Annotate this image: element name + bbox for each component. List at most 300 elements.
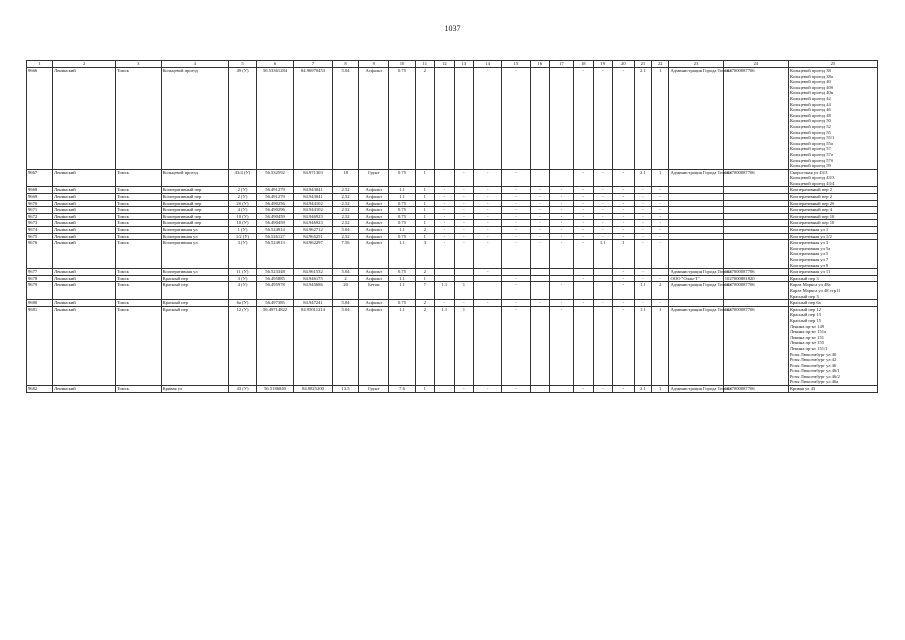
table-row bbox=[27, 275, 878, 282]
column-header: 21 bbox=[634, 61, 651, 68]
table-cell: 9680 bbox=[27, 300, 53, 307]
table-cell: - bbox=[502, 386, 530, 393]
table-cell bbox=[530, 169, 550, 187]
table-cell bbox=[669, 194, 723, 201]
table-cell bbox=[669, 227, 723, 234]
table-cell: - bbox=[502, 187, 530, 194]
table-cell: - bbox=[435, 213, 455, 220]
table-cell: - bbox=[593, 233, 613, 240]
address-line: Кольцевой проезд 40в bbox=[789, 90, 834, 96]
table-cell bbox=[669, 200, 723, 207]
address-line: Кооперативная ул 1 bbox=[789, 227, 829, 233]
table-cell: 9668 bbox=[27, 187, 53, 194]
address-line: Ленина пр-кт 151а bbox=[789, 329, 827, 335]
table-cell: - bbox=[573, 300, 593, 307]
address-list-cell bbox=[788, 306, 877, 385]
table-cell: - bbox=[502, 240, 530, 269]
table-cell: - bbox=[613, 275, 635, 282]
table-row bbox=[27, 300, 878, 307]
table-cell: Томск bbox=[116, 300, 162, 307]
table-cell: - bbox=[435, 194, 455, 201]
table-cell: - bbox=[634, 200, 651, 207]
table-cell: 1037000087706 bbox=[723, 282, 788, 300]
table-cell bbox=[454, 269, 474, 276]
table-cell: Томск bbox=[116, 169, 162, 187]
table-cell: Томск bbox=[116, 220, 162, 227]
table-cell: Асфальт bbox=[359, 220, 389, 227]
table-cell: - bbox=[454, 220, 474, 227]
table-cell: 84.96970453 bbox=[293, 68, 332, 170]
table-cell: Асфальт bbox=[359, 200, 389, 207]
table-cell bbox=[669, 213, 723, 220]
table-cell: 4 (У) bbox=[228, 282, 256, 300]
page-number: 1037 bbox=[444, 24, 461, 33]
table-cell: - bbox=[474, 386, 502, 393]
table-cell bbox=[435, 386, 455, 393]
address-line: Розы Люксембург ул 46/2 bbox=[789, 373, 840, 379]
address-list-cell bbox=[788, 207, 877, 214]
table-cell: 1.1 bbox=[634, 306, 651, 385]
table-cell: - bbox=[613, 220, 635, 227]
address-list-cell bbox=[788, 386, 877, 393]
table-cell: 1.1 bbox=[389, 187, 415, 194]
table-cell: - bbox=[652, 194, 669, 201]
table-cell: Томск bbox=[116, 68, 162, 170]
table-cell: 3 (У) bbox=[228, 275, 256, 282]
address-line: Кольцевой проезд 46 bbox=[789, 107, 831, 113]
table-cell: - bbox=[613, 269, 635, 276]
table-cell: Администрация Города Томска bbox=[669, 68, 723, 170]
table-cell: 1.1 bbox=[435, 306, 455, 385]
table-cell: - bbox=[573, 386, 593, 393]
table-cell: Томск bbox=[116, 240, 162, 269]
table-cell: - bbox=[502, 194, 530, 201]
table-cell: 3 bbox=[415, 240, 435, 269]
table-cell: - bbox=[435, 220, 455, 227]
table-cell: 2б (У) bbox=[228, 200, 256, 207]
table-cell: 7 bbox=[415, 282, 435, 300]
table-cell bbox=[669, 220, 723, 227]
table-cell: 56.53361284 bbox=[257, 68, 294, 170]
table-cell: Ленинский bbox=[53, 240, 116, 269]
table-cell: - bbox=[613, 200, 635, 207]
table-cell: 0.75 bbox=[389, 220, 415, 227]
table-cell: - bbox=[530, 213, 550, 220]
table-cell: Ленинский bbox=[53, 282, 116, 300]
table-cell: - bbox=[474, 213, 502, 220]
table-cell: - bbox=[634, 275, 651, 282]
table-cell: - bbox=[613, 169, 635, 187]
table-cell: 56.490459 bbox=[257, 220, 294, 227]
table-cell: Кооперативный пер bbox=[161, 220, 228, 227]
table-cell: - bbox=[550, 207, 574, 214]
table-cell bbox=[435, 68, 455, 170]
table-cell: 1.1 bbox=[634, 282, 651, 300]
table-cell bbox=[723, 300, 788, 307]
table-cell: - bbox=[613, 233, 635, 240]
table-cell: - bbox=[454, 187, 474, 194]
table-cell: 1 bbox=[415, 386, 435, 393]
table-cell: Асфальт bbox=[359, 227, 389, 234]
table-cell: Асфальт bbox=[359, 300, 389, 307]
table-cell: - bbox=[652, 227, 669, 234]
table-row bbox=[27, 187, 878, 194]
address-line: Розы Люксембург ул 42 bbox=[789, 357, 837, 363]
column-header: 23 bbox=[669, 61, 723, 68]
address-line: Ленина пр-кт 149 bbox=[789, 323, 825, 329]
table-cell: 18 bbox=[333, 169, 359, 187]
table-cell: 6а (У) bbox=[228, 300, 256, 307]
table-cell: - bbox=[613, 282, 635, 300]
table-cell: 1 bbox=[454, 306, 474, 385]
table-cell: 56.523348 bbox=[257, 269, 294, 276]
table-cell: Асфальт bbox=[359, 306, 389, 385]
column-header: 9 bbox=[359, 61, 389, 68]
address-line: Ленина пр-кт 151/1 bbox=[789, 345, 828, 351]
table-cell: 7.6 bbox=[389, 386, 415, 393]
table-cell: 84.946175 bbox=[293, 275, 332, 282]
table-cell bbox=[669, 300, 723, 307]
table-cell: 0.75 bbox=[389, 200, 415, 207]
table-cell: Кооперативная ул bbox=[161, 240, 228, 269]
table-cell: 56.490459 bbox=[257, 213, 294, 220]
table-cell: 1027000881820 bbox=[723, 275, 788, 282]
table-cell: Красный пер bbox=[161, 275, 228, 282]
table-cell: Ленинский bbox=[53, 269, 116, 276]
address-line: Розы Люксембург ул 40 bbox=[789, 351, 837, 357]
table-cell bbox=[573, 306, 593, 385]
table-cell: 56.495885 bbox=[257, 275, 294, 282]
column-header: 17 bbox=[550, 61, 574, 68]
table-cell: - bbox=[474, 194, 502, 201]
table-row bbox=[27, 207, 878, 214]
table-cell: - bbox=[435, 200, 455, 207]
table-cell: Ленинский bbox=[53, 68, 116, 170]
column-header: 15 bbox=[502, 61, 530, 68]
table-cell bbox=[723, 207, 788, 214]
table-cell: 9667 bbox=[27, 169, 53, 187]
table-cell: - bbox=[613, 306, 635, 385]
table-cell: - bbox=[634, 194, 651, 201]
table-cell: 12 (У) bbox=[228, 306, 256, 385]
table-cell: Администрация Города Томска bbox=[669, 306, 723, 385]
table-cell: 56.497385 bbox=[257, 300, 294, 307]
table-cell: Томск bbox=[116, 306, 162, 385]
table-cell bbox=[593, 269, 613, 276]
table-cell: 84.947241 bbox=[293, 300, 332, 307]
table-cell: 9669 bbox=[27, 194, 53, 201]
table-cell: 84.946923 bbox=[293, 213, 332, 220]
table-cell: Кривая ул bbox=[161, 386, 228, 393]
column-header: 1 bbox=[27, 61, 53, 68]
table-cell: 2 (У) bbox=[228, 194, 256, 201]
table-cell: - bbox=[550, 213, 574, 220]
table-cell: 1.1 bbox=[389, 227, 415, 234]
column-header: 5 bbox=[228, 61, 256, 68]
table-cell: 9681 bbox=[27, 306, 53, 385]
table-cell: - bbox=[454, 233, 474, 240]
table-cell: Администрация Города Томска bbox=[670, 386, 732, 392]
table-cell: Асфальт bbox=[359, 194, 389, 201]
table-cell: 1037000087706 bbox=[723, 386, 788, 393]
table-cell: - bbox=[502, 220, 530, 227]
table-cell bbox=[530, 269, 550, 276]
table-cell bbox=[723, 213, 788, 220]
table-cell: 1 bbox=[652, 306, 669, 385]
column-header: 3 bbox=[116, 61, 162, 68]
column-header: 18 bbox=[573, 61, 593, 68]
table-cell: 1 bbox=[415, 207, 435, 214]
table-cell: Грунт bbox=[359, 386, 389, 393]
table-cell: - bbox=[474, 220, 502, 227]
table-cell: 2.52 bbox=[333, 207, 359, 214]
address-line: Кольцевой проезд 48 bbox=[789, 112, 831, 118]
table-cell bbox=[435, 169, 455, 187]
address-line: Кооперативная ул 3 bbox=[789, 240, 829, 246]
address-line: Кольцевой проезд 55 bbox=[789, 129, 831, 135]
address-list-cell bbox=[788, 68, 877, 170]
table-cell: 2 bbox=[415, 68, 435, 170]
table-cell: - bbox=[530, 300, 550, 307]
address-line: Скоростная ул 43/3 bbox=[789, 169, 828, 175]
table-cell: - bbox=[530, 227, 550, 234]
table-cell: Администрация Города Томска bbox=[669, 169, 723, 187]
table-cell: 5.04 bbox=[333, 306, 359, 385]
table-cell: - bbox=[573, 227, 593, 234]
address-line: Кольцевой проезд 59 bbox=[789, 163, 831, 169]
table-cell: - bbox=[652, 240, 669, 269]
address-line: Кольцевой проезд 50 bbox=[789, 118, 831, 124]
table-cell: - bbox=[502, 213, 530, 220]
table-cell: Асфальт bbox=[359, 68, 389, 170]
table-cell: - bbox=[652, 300, 669, 307]
table-cell: - bbox=[652, 220, 669, 227]
table-cell: 1037000087706 bbox=[723, 306, 788, 385]
address-list-cell bbox=[788, 194, 877, 201]
table-cell: - bbox=[474, 227, 502, 234]
table-cell: 1.1 bbox=[389, 194, 415, 201]
column-header: 2 bbox=[53, 61, 116, 68]
table-cell: - bbox=[474, 169, 502, 187]
address-line: Кольцевой проезд 57 bbox=[789, 146, 831, 152]
column-header: 25 bbox=[788, 61, 877, 68]
table-cell: 2.52 bbox=[333, 233, 359, 240]
table-cell: 0.75 bbox=[389, 169, 415, 187]
table-cell: 1 bbox=[652, 169, 669, 187]
table-cell: - bbox=[550, 306, 574, 385]
table-cell bbox=[474, 306, 502, 385]
table-cell: 2.52 bbox=[333, 187, 359, 194]
table-cell: - bbox=[593, 207, 613, 214]
table-row bbox=[27, 68, 878, 170]
table-cell: 0.75 bbox=[389, 269, 415, 276]
table-cell: - bbox=[652, 207, 669, 214]
table-cell: - bbox=[573, 275, 593, 282]
table-cell: Ленинский bbox=[53, 194, 116, 201]
table-cell: 1 bbox=[652, 68, 669, 170]
table-cell: 84.946923 bbox=[293, 220, 332, 227]
address-line: Кооперативная ул 11 bbox=[789, 269, 831, 275]
table-cell: 84.9825200 bbox=[293, 386, 332, 393]
table-cell: - bbox=[454, 207, 474, 214]
table-cell: - bbox=[593, 169, 613, 187]
table-cell: Кооперативный пер bbox=[161, 200, 228, 207]
table-cell: - bbox=[550, 240, 574, 269]
table-cell: Ленинский bbox=[53, 227, 116, 234]
table-cell: 1 bbox=[415, 233, 435, 240]
table-cell: 1 bbox=[415, 200, 435, 207]
table-cell: - bbox=[502, 282, 530, 300]
column-header: 14 bbox=[474, 61, 502, 68]
column-header: 7 bbox=[293, 61, 332, 68]
table-cell: 84.961532 bbox=[293, 269, 332, 276]
table-cell: 2.1 bbox=[634, 68, 651, 170]
address-line: Кооперативный пер 2б bbox=[789, 200, 835, 206]
table-cell: - bbox=[634, 207, 651, 214]
table-cell: Томск bbox=[116, 227, 162, 234]
column-header: 19 bbox=[593, 61, 613, 68]
table-cell: - bbox=[454, 213, 474, 220]
table-cell bbox=[593, 282, 613, 300]
table-cell: - bbox=[550, 220, 574, 227]
table-cell: - bbox=[502, 68, 530, 170]
table-cell: 56.495978 bbox=[257, 282, 294, 300]
table-cell: - bbox=[435, 227, 455, 234]
address-line: Кооперативный пер 2 bbox=[789, 187, 833, 193]
table-cell: - bbox=[573, 200, 593, 207]
table-cell: - bbox=[593, 300, 613, 307]
table-cell: - bbox=[652, 200, 669, 207]
table-cell: Ленинский bbox=[53, 386, 116, 393]
table-cell: - bbox=[435, 240, 455, 269]
table-cell: - bbox=[613, 300, 635, 307]
table-row bbox=[27, 200, 878, 207]
table-cell bbox=[723, 240, 788, 269]
table-cell: 1 bbox=[613, 240, 635, 269]
table-cell: - bbox=[550, 194, 574, 201]
table-row bbox=[27, 169, 878, 187]
table-cell: 9671 bbox=[27, 207, 53, 214]
table-cell: 0.75 bbox=[389, 300, 415, 307]
table-cell: 5.04 bbox=[333, 227, 359, 234]
table-cell bbox=[593, 275, 613, 282]
table-cell: Красный пер bbox=[161, 282, 228, 300]
table-cell: - bbox=[435, 187, 455, 194]
table-cell bbox=[573, 282, 593, 300]
table-cell: - bbox=[454, 386, 474, 393]
table-cell: 10 (У) bbox=[228, 220, 256, 227]
table-cell bbox=[530, 386, 550, 393]
table-cell: 84.965251 bbox=[293, 233, 332, 240]
table-cell: 9670 bbox=[27, 200, 53, 207]
address-list-cell bbox=[788, 275, 877, 282]
table-cell: - bbox=[502, 227, 530, 234]
table-cell: ООО "Олан-Т" bbox=[669, 275, 723, 282]
table-cell: - bbox=[573, 194, 593, 201]
address-line: Кольцевой проезд 43/3 bbox=[789, 175, 835, 181]
table-cell: 84.944102 bbox=[293, 200, 332, 207]
table-cell: 1.1 bbox=[389, 275, 415, 282]
table-cell: - bbox=[593, 227, 613, 234]
table-cell: Томск bbox=[116, 269, 162, 276]
column-header: 12 bbox=[435, 61, 455, 68]
table-cell: 0.75 bbox=[389, 213, 415, 220]
table-cell: 2 bbox=[415, 300, 435, 307]
table-cell: 56.490256 bbox=[257, 200, 294, 207]
table-cell: - bbox=[502, 275, 530, 282]
address-line: Кооперативный пер 10 bbox=[789, 213, 835, 219]
address-line: Розы Люксембург ул 46/1 bbox=[789, 368, 840, 374]
address-line: Кривая ул 43 bbox=[789, 386, 816, 392]
table-cell bbox=[723, 187, 788, 194]
table-cell: Кольцевой проезд bbox=[161, 169, 228, 187]
table-cell: - bbox=[593, 213, 613, 220]
table-row bbox=[27, 386, 878, 393]
table-cell: Асфальт bbox=[359, 187, 389, 194]
table-cell: 2 bbox=[415, 306, 435, 385]
table-cell: - bbox=[502, 233, 530, 240]
table-cell: 84.962297 bbox=[293, 240, 332, 269]
table-cell: Ленинский bbox=[53, 200, 116, 207]
table-cell bbox=[723, 233, 788, 240]
table-cell: - bbox=[474, 68, 502, 170]
table-cell: 1 bbox=[454, 282, 474, 300]
table-cell: 56.5186840 bbox=[257, 386, 294, 393]
table-cell: 2.52 bbox=[333, 220, 359, 227]
table-cell: Томск bbox=[116, 282, 162, 300]
table-cell: Томск bbox=[116, 187, 162, 194]
table-cell: - bbox=[573, 207, 593, 214]
table-cell: 1 (У) bbox=[228, 227, 256, 234]
table-row bbox=[27, 227, 878, 234]
table-cell: 5.04 bbox=[333, 269, 359, 276]
table-cell: 1 bbox=[415, 194, 435, 201]
table-cell: - bbox=[634, 227, 651, 234]
address-line: Кольцевой проезд 43/4 bbox=[789, 180, 835, 186]
data-table bbox=[26, 60, 878, 393]
table-cell: Кооперативная ул bbox=[161, 227, 228, 234]
table-cell: - bbox=[530, 207, 550, 214]
address-list-cell bbox=[788, 220, 877, 227]
table-cell: - bbox=[502, 300, 530, 307]
table-row bbox=[27, 194, 878, 201]
address-list-cell bbox=[788, 169, 877, 187]
table-cell: - bbox=[454, 169, 474, 187]
column-header: 20 bbox=[613, 61, 635, 68]
table-cell: 1.1 bbox=[593, 240, 613, 269]
table-cell: Асфальт bbox=[359, 213, 389, 220]
table-cell: 56.526127 bbox=[257, 233, 294, 240]
table-cell: 84.944102 bbox=[293, 207, 332, 214]
table-cell: - bbox=[454, 300, 474, 307]
table-cell: - bbox=[593, 187, 613, 194]
table-cell: 2 bbox=[415, 227, 435, 234]
address-list-cell bbox=[788, 300, 877, 307]
table-cell bbox=[669, 207, 723, 214]
address-line: Кольцевой проезд 57а bbox=[789, 151, 833, 157]
table-cell: 9672 bbox=[27, 213, 53, 220]
table-cell: 7.56 bbox=[333, 240, 359, 269]
table-cell: - bbox=[593, 68, 613, 170]
table-cell: Ленинский bbox=[53, 213, 116, 220]
table-cell: Ленинский bbox=[53, 275, 116, 282]
table-cell: Асфальт bbox=[359, 240, 389, 269]
table-cell: - bbox=[550, 187, 574, 194]
table-cell bbox=[435, 275, 455, 282]
address-line: Карла Маркса ул 48 стр11 bbox=[789, 287, 841, 293]
table-cell: - bbox=[550, 233, 574, 240]
table-row bbox=[27, 282, 878, 300]
